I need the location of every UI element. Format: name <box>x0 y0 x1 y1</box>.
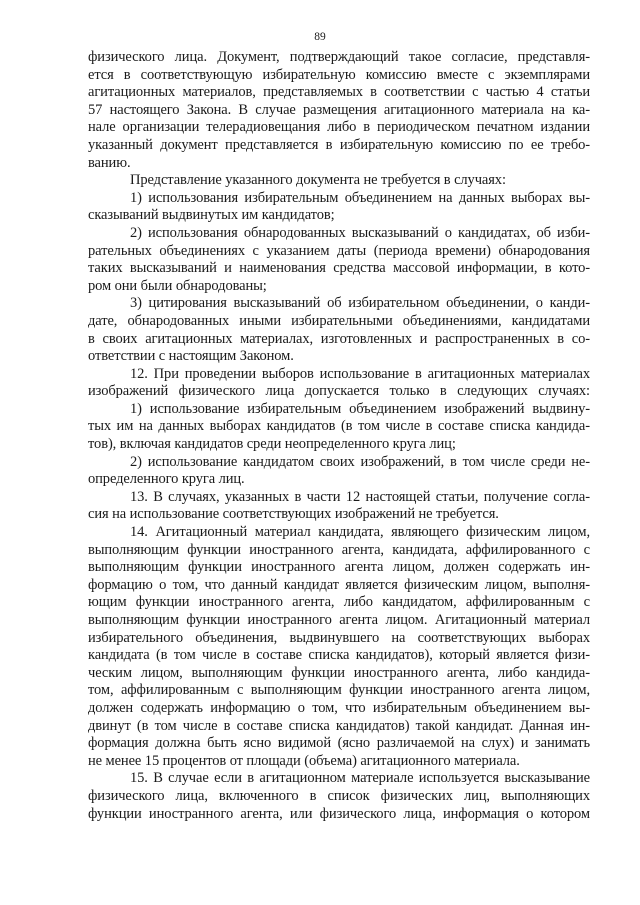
text-line: 2) использование кандидатом своих изображений, в том числе среди не- <box>130 453 590 470</box>
text-line: том, аффилированным с выполняющим функции иностранного агента лицом, <box>88 682 590 699</box>
text-line: нале организации телерадиовещания либо в периодическом печатном издании <box>88 119 590 136</box>
text-line: кандидата (в том числе в составе списка кандидатов), который является физи- <box>88 647 590 664</box>
text-line: 1) использования избирательным объединением на данных выборах вы- <box>130 189 590 206</box>
text-line: формацию о том, что данный кандидат является физическим лицом, выполня- <box>88 576 590 593</box>
text-line: Представление указанного документа не требуется в случаях: <box>130 172 506 189</box>
text-line: формация должна быть ясно видимой (ясно различаемой на слух) и занимать <box>88 735 590 752</box>
text-line: агитационных материалов, представляемых в соответствии с частью 4 статьи <box>88 84 590 101</box>
text-line: рательных объединениях с указанием даты (периода времени) обнародования <box>88 242 590 259</box>
text-line: выполняющим функции иностранного агента лицом, должен содержать ин- <box>88 559 590 576</box>
text-line: ческим лицом, выполняющим функции иностранного агента, либо кандида- <box>88 664 590 681</box>
text-line: тов), включая кандидатов среди неопределенного круга лиц; <box>88 436 456 453</box>
text-line: 14. Агитационный материал кандидата, являющего физическим лицом, <box>130 524 590 541</box>
text-line: определенного круга лиц. <box>88 471 245 488</box>
text-line: 13. В случаях, указанных в части 12 настоящей статьи, получение согла- <box>130 488 590 505</box>
text-line: не менее 15 процентов от площади (объема) агитационного материала. <box>88 752 520 769</box>
text-line: изображений физического лица допускается только в следующих случаях: <box>88 383 590 400</box>
text-line: должен содержать информацию о том, что избирательным объединением вы- <box>88 699 590 716</box>
text-line: сия на использование соответствующих изображений не требуется. <box>88 506 499 523</box>
page-number: 89 <box>314 31 326 43</box>
text-line: ется в соответствующую избирательную комиссию вместе с экземплярами <box>88 66 590 83</box>
text-line: 2) использования обнародованных высказываний о кандидатах, об изби- <box>130 224 590 241</box>
text-line: избирательного объединения, выдвинувшего на соответствующих выборах <box>88 629 590 646</box>
text-line: в своих агитационных материалах, изготовленных и распространенных в со- <box>88 330 590 347</box>
text-line: сказываний выдвинутых им кандидатов; <box>88 207 335 224</box>
text-line: физического лица. Документ, подтверждающий такое согласие, представля- <box>88 49 590 65</box>
text-line: 57 настоящего Закона. В случае размещения агитационного материала на ка- <box>88 101 590 118</box>
text-line: выполняющим функции иностранного агента, кандидата, аффилированного с <box>88 541 590 558</box>
text-line: ром они были обнародованы; <box>88 277 267 294</box>
document-body <box>88 49 590 823</box>
text-line: дате, обнародованных иными избирательными объединениями, кандидатами <box>88 312 590 329</box>
text-line: 15. В случае если в агитационном материале используется высказывание <box>130 770 590 787</box>
text-line: 12. При проведении выборов использование в агитационных материалах <box>130 365 590 382</box>
text-line: тых им на данных выборах кандидатов (в том числе в составе списка кандида- <box>88 418 590 435</box>
text-line: указанный документ представляется в избирательную комиссию по ее требо- <box>88 136 590 153</box>
text-line: ответствии с настоящим Законом. <box>88 348 294 365</box>
text-line: двинут (в том числе в составе списка кандидатов) такой кандидат. Данная ин- <box>88 717 590 734</box>
text-line: 1) использование избирательным объединением изображений выдвину- <box>130 400 590 417</box>
text-line: таких высказываний и наименования средства массовой информации, в кото- <box>88 260 590 277</box>
text-line: функции иностранного агента, или физического лица, информация о котором <box>88 805 590 822</box>
text-line: выполняющим функции иностранного агента лицом. Агитационный материал <box>88 612 590 628</box>
text-line: ванию. <box>88 154 131 171</box>
text-line: физического лица, включенного в список физических лиц, выполняющих <box>88 787 590 804</box>
text-line: 3) цитирования высказываний об избирательном объединении, о канди- <box>130 295 590 312</box>
text-line: ющим функции иностранного агента, либо кандидатом, аффилированным с <box>88 594 590 611</box>
